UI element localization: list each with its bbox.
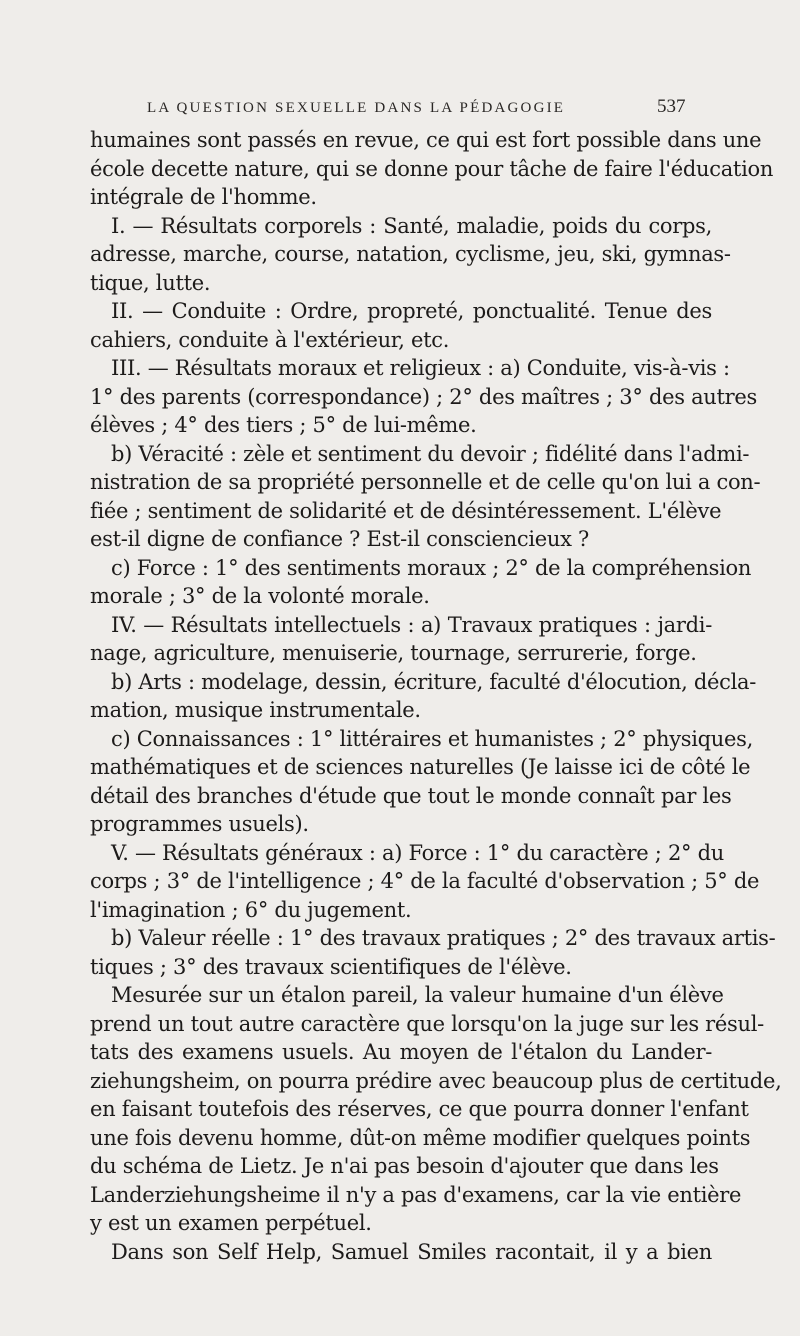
text-line: nistration de sa propriété personnelle et de celle qu'on lui a con- — [90, 470, 761, 494]
text-line: b) Valeur réelle : 1° des travaux pratiques ; 2° des travaux artis- — [111, 926, 776, 950]
text-line: tats des examens usuels. Au moyen de l'étalon du Lander- — [90, 1040, 712, 1064]
text-line: nage, agriculture, menuiserie, tournage, serrurerie, forge. — [90, 641, 697, 665]
text-line: du schéma de Lietz. Je n'ai pas besoin d'ajouter que dans les — [90, 1154, 719, 1178]
text-line: 1° des parents (correspondance) ; 2° des maîtres ; 3° des autres — [90, 384, 757, 409]
text-line: en faisant toutefois des réserves, ce que pourra donner l'enfant — [90, 1097, 749, 1121]
body-text — [90, 126, 782, 1266]
text-line: l'imagination ; 6° du jugement. — [90, 897, 412, 922]
text-line: programmes usuels). — [90, 812, 309, 836]
text-line: cahiers, conduite à l'extérieur, etc. — [90, 327, 450, 352]
text-line: Dans son Self Help, Samuel Smiles racontait, il y a bien — [111, 1239, 712, 1264]
text-line: II. — Conduite : Ordre, propreté, ponctualité. Tenue des — [111, 299, 712, 323]
text-line: tiques ; 3° des travaux scientifiques de l'élève. — [90, 954, 572, 979]
text-line: y est un examen perpétuel. — [90, 1211, 372, 1235]
text-line: morale ; 3° de la volonté morale. — [90, 584, 430, 608]
text-line: ziehungsheim, on pourra prédire avec beaucoup plus de certitude, — [90, 1068, 782, 1093]
text-line: Landerziehungsheime il n'y a pas d'examens, car la vie entière — [90, 1182, 742, 1207]
text-line: mathématiques et de sciences naturelles (Je laisse ici de côté le — [90, 755, 751, 779]
text-line: IV. — Résultats intellectuels : a) Travaux pratiques : jardi- — [111, 612, 712, 637]
text-line: adresse, marche, course, natation, cyclisme, jeu, ski, gymnas- — [90, 242, 731, 266]
text-line: tique, lutte. — [90, 270, 211, 295]
text-line: détail des branches d'étude que tout le monde connaît par les — [90, 783, 732, 808]
text-line: c) Force : 1° des sentiments moraux ; 2° de la compréhension — [111, 555, 752, 580]
text-line: b) Véracité : zèle et sentiment du devoir ; fidélité dans l'admi- — [111, 441, 750, 466]
text-line: c) Connaissances : 1° littéraires et humanistes ; 2° physiques, — [111, 726, 754, 751]
text-line: prend un tout autre caractère que lorsqu'on la juge sur les résul- — [90, 1011, 764, 1036]
text-line: corps ; 3° de l'intelligence ; 4° de la faculté d'observation ; 5° de — [90, 869, 760, 893]
text-line: III. — Résultats moraux et religieux : a) Conduite, vis-à-vis : — [111, 356, 730, 380]
text-line: mation, musique instrumentale. — [90, 698, 421, 722]
text-line: est-il digne de confiance ? Est-il consciencieux ? — [90, 527, 589, 551]
running-title: LA QUESTION SEXUELLE DANS LA PÉDAGOGIE — [147, 100, 566, 116]
text-line: Mesurée sur un étalon pareil, la valeur humaine d'un élève — [111, 983, 724, 1007]
page-number: 537 — [657, 96, 686, 117]
text-line: école decette nature, qui se donne pour tâche de faire l'éducation — [90, 156, 774, 181]
running-head — [0, 96, 800, 126]
text-line: fiée ; sentiment de solidarité et de désintéressement. L'élève — [90, 498, 722, 523]
text-line: élèves ; 4° des tiers ; 5° de lui-même. — [90, 413, 477, 437]
text-line: V. — Résultats généraux : a) Force : 1° du caractère ; 2° du — [111, 840, 724, 865]
text-line: I. — Résultats corporels : Santé, maladie, poids du corps, — [111, 213, 712, 238]
text-line: intégrale de l'homme. — [90, 185, 317, 209]
text-line: une fois devenu homme, dût-on même modifier quelques points — [90, 1125, 751, 1150]
text-line: b) Arts : modelage, dessin, écriture, faculté d'élocution, décla- — [111, 669, 757, 694]
text-line: humaines sont passés en revue, ce qui est fort possible dans une — [90, 128, 762, 152]
